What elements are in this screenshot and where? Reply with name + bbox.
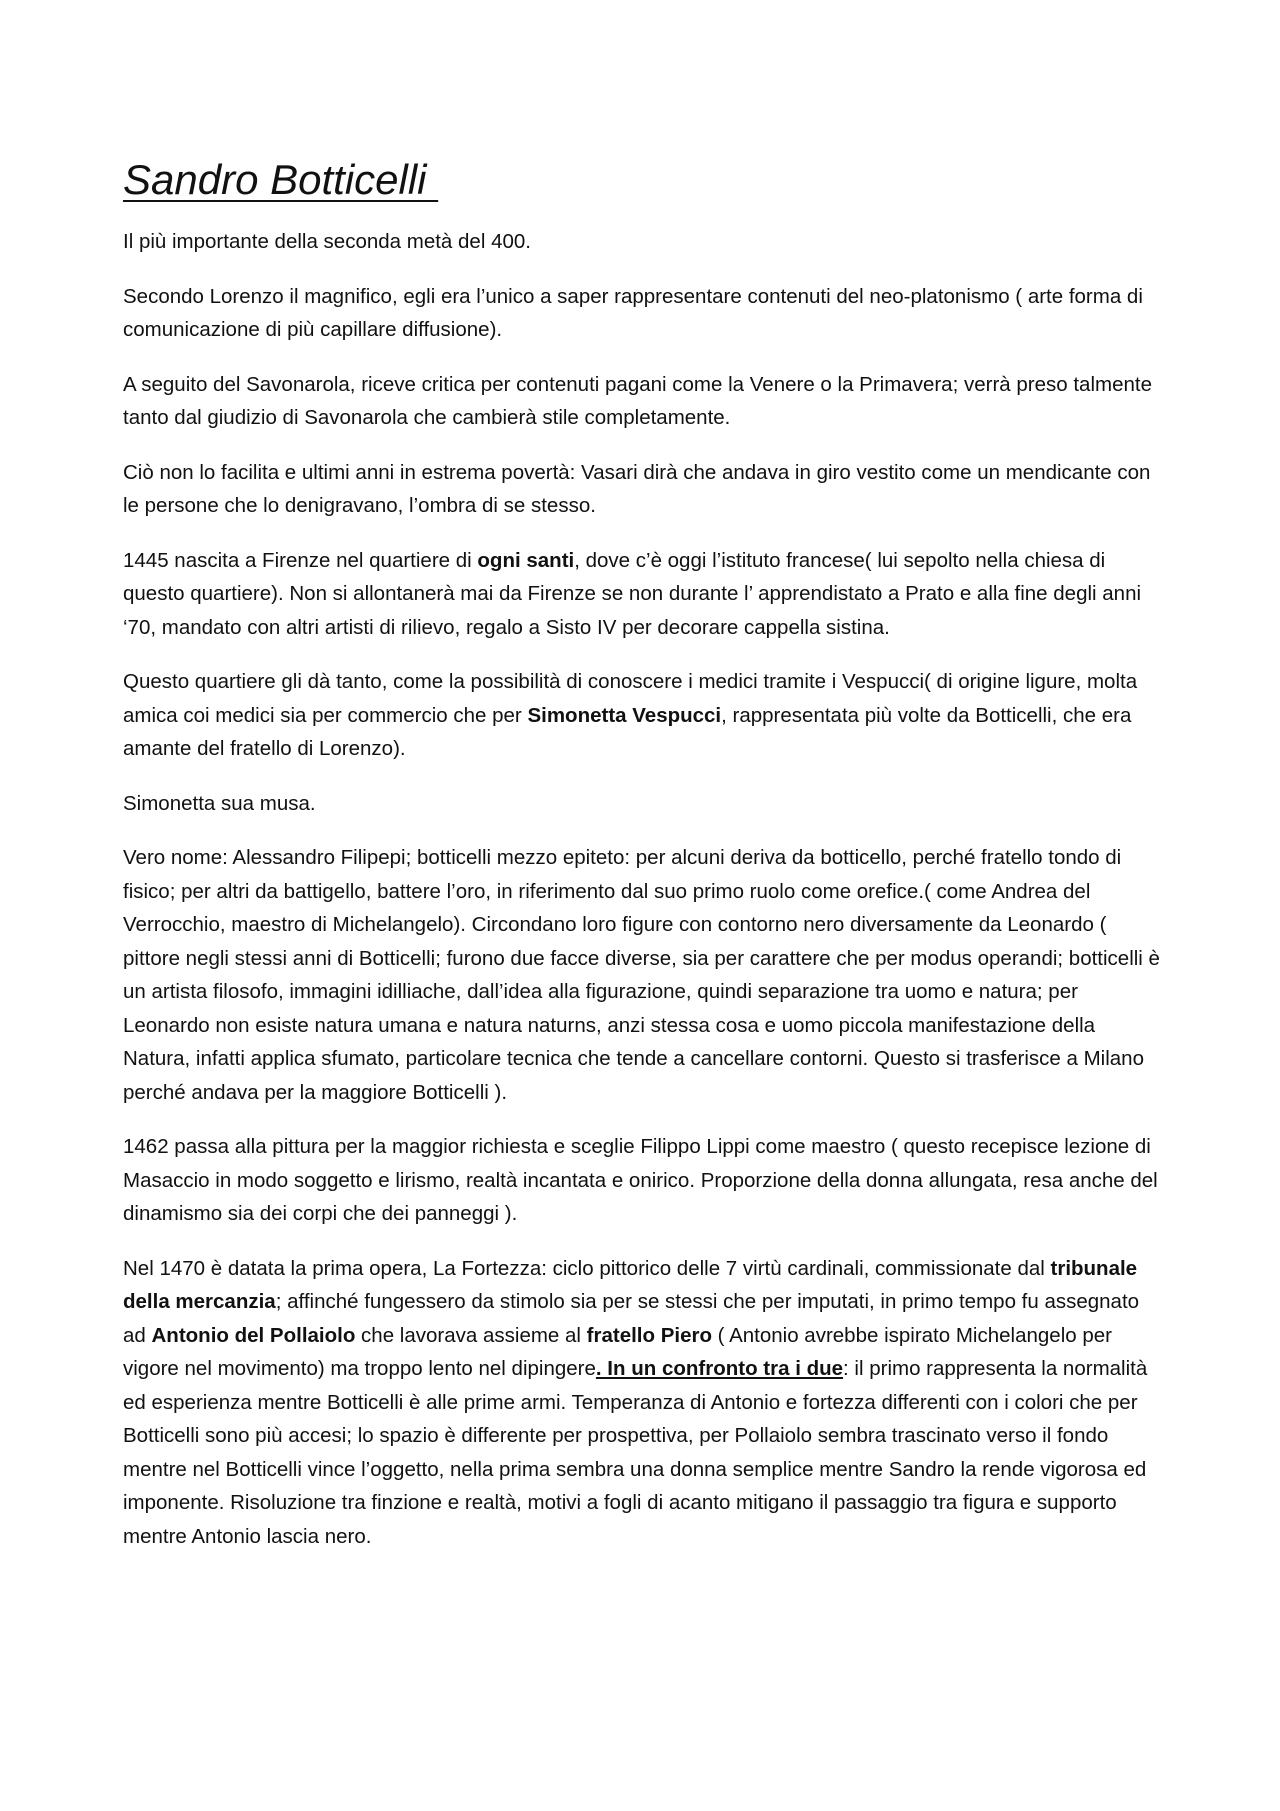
bold-term: Antonio del Pollaiolo <box>151 1323 356 1347</box>
paragraph <box>123 841 1163 1109</box>
text-run: ( Antonio avrebbe ispirato Michelangelo per vigore nel movimento) ma troppo lento nel dipingere <box>123 1323 1112 1381</box>
paragraph <box>123 456 1163 523</box>
text-run: : il primo rappresenta la normalità ed esperienza mentre Botticelli è alle prime armi. Temperanza di Antonio e fortezza differenti con i colori che per Botticelli sono più accesi; lo spazio è differente per prospettiva, per Pollaiolo sembra trascinato verso il fondo mentre nel Botticelli vince l’oggetto, nella prima sembra una donna semplice mentre Sandro la rende vigorosa ed imponente. Risoluzione tra finzione e realtà, motivi a fogli di acanto mitigano il passaggio tra figura e supporto mentre Antonio lascia nero. <box>123 1357 1148 1548</box>
text-run: Il più importante della seconda metà del 400. <box>123 230 531 254</box>
paragraph <box>123 544 1163 645</box>
text-run: ; affinché fungessero da stimolo sia per se stessi che per imputati, in primo tempo fu assegnato ad <box>123 1290 1140 1347</box>
paragraph <box>123 1252 1163 1554</box>
paragraph <box>123 368 1163 435</box>
text-run: Nel 1470 è datata la prima opera, La Fortezza: ciclo pittorico delle 7 virtù cardinali, commissionate dal <box>123 1256 1051 1280</box>
paragraph <box>123 280 1163 347</box>
text-run: 1445 nascita a Firenze nel quartiere di <box>123 548 478 572</box>
bold-term: ogni santi <box>477 548 575 572</box>
text-run: Secondo Lorenzo il magnifico, egli era l’unico a saper rappresentare contenuti del neo-platonismo ( arte forma di comunicazione di più capillare diffusione). <box>123 284 1143 342</box>
paragraph <box>123 665 1163 766</box>
emphasized-heading: . In un confronto tra i due <box>595 1357 844 1381</box>
text-run: Simonetta sua musa. <box>123 791 316 815</box>
bold-term: tribunale della mercanzia <box>123 1256 1138 1314</box>
text-run: Questo quartiere gli dà tanto, come la possibilità di conoscere i medici tramite i Vespucci( di origine ligure, molta amica coi medici sia per commercio che per <box>123 670 1138 727</box>
text-run: , rappresentata più volte da Botticelli, che era amante del fratello di Lorenzo). <box>123 703 1132 761</box>
document-body <box>123 225 1163 1553</box>
text-run: che lavorava assieme al <box>355 1323 587 1347</box>
text-run: , dove c’è oggi l’istituto francese( lui sepolto nella chiesa di questo quartiere). Non si allontanerà mai da Firenze se non durante l’ apprendistato a Prato e alla fine degli anni ‘70, mandato con altri artisti di rilievo, regalo a Sisto IV per decorare cappella sistina. <box>123 548 1142 639</box>
bold-term: Simonetta Vespucci <box>527 703 722 727</box>
paragraph <box>123 1130 1163 1231</box>
bold-term: fratello Piero <box>586 1323 712 1347</box>
paragraph <box>123 225 1163 259</box>
document-page <box>123 155 1163 1574</box>
text-run: Vero nome: Alessandro Filipepi; botticelli mezzo epiteto: per alcuni deriva da botticello, perché fratello tondo di fisico; per altri da battigello, battere l’oro, in riferimento dal suo primo ruolo come orefice.( come Andrea del Verrocchio, maestro di Michelangelo). Circondano loro figure con contorno nero diversamente da Leonardo ( pittore negli stessi anni di Botticelli; furono due facce diverse, sia per carattere che per modus operandi; botticelli è un artista filosofo, immagini idilliache, dall’idea alla figurazione, quindi separazione tra uomo e natura; per Leonardo non esiste natura umana e natura naturns, anzi stessa cosa e uomo piccola manifestazione della Natura, infatti applica sfumato, particolare tecnica che tende a cancellare contorni. Questo si trasferisce a Milano perché andava per la maggiore Botticelli ). <box>123 846 1160 1104</box>
text-run: 1462 passa alla pittura per la maggior richiesta e sceglie Filippo Lippi come maestro ( questo recepisce lezione di Masaccio in modo soggetto e lirismo, realtà incantata e onirico. Proporzione della donna allungata, resa anche del dinamismo sia dei corpi che dei panneggi ). <box>123 1135 1158 1226</box>
document-title: Sandro Botticelli <box>123 156 439 203</box>
paragraph <box>123 787 1163 821</box>
text-run: A seguito del Savonarola, riceve critica per contenuti pagani come la Venere o la Primavera; verrà preso talmente tanto dal giudizio di Savonarola che cambierà stile completamente. <box>123 372 1152 430</box>
text-run: Ciò non lo facilita e ultimi anni in estrema povertà: Vasari dirà che andava in giro vestito come un mendicante con le persone che lo denigravano, l’ombra di se stesso. <box>123 460 1151 518</box>
